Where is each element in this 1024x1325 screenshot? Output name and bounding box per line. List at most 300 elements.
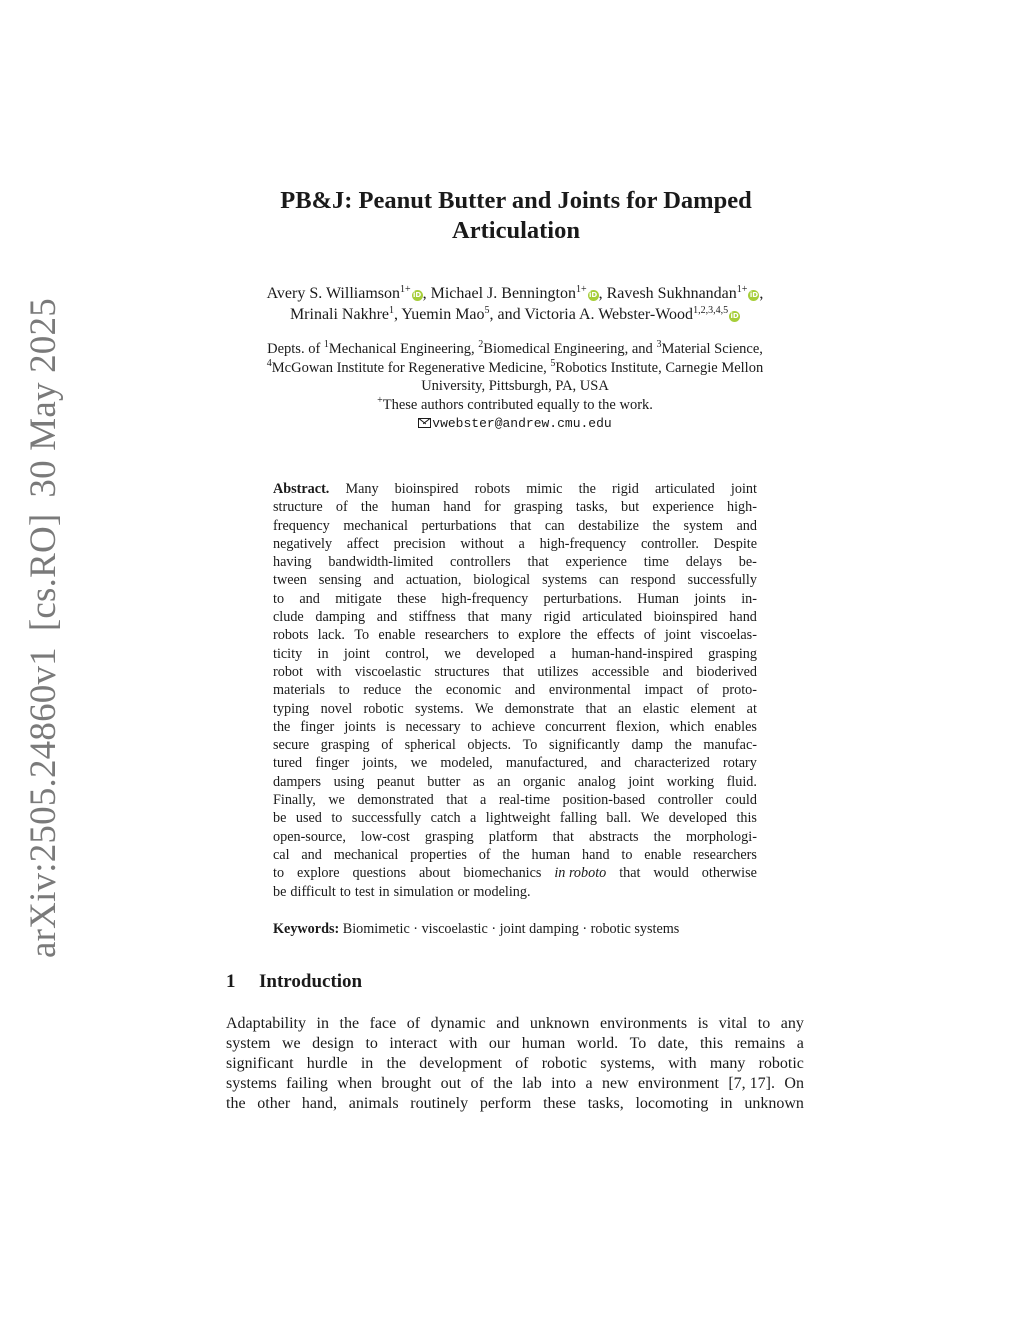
abstract-word: the — [570, 627, 588, 644]
abstract-word: tween — [273, 572, 307, 589]
intro-word: hurdle — [306, 1055, 348, 1072]
abstract-word: joints — [694, 590, 726, 607]
abstract-word: Many — [345, 481, 379, 497]
abstract-word: or — [457, 883, 470, 900]
abstract-word: spherical — [404, 737, 456, 754]
affiliation-text: Biomedical Engineering, and — [483, 341, 657, 357]
author-separator: , — [489, 306, 494, 323]
abstract-word: accessible — [591, 663, 650, 680]
author-line-2 — [200, 304, 830, 325]
affil-sup: 1 — [323, 339, 329, 350]
abstract-word: utilizes — [537, 663, 579, 680]
abstract-line — [273, 773, 757, 791]
title-line-2: Articulation — [452, 217, 580, 244]
abstract-word: researchers — [693, 846, 757, 863]
abstract-word: to — [470, 718, 482, 735]
abstract-line — [273, 517, 757, 535]
abstract-word: falling — [559, 810, 597, 827]
abstract-word: morphologi- — [685, 828, 757, 845]
abstract-word: articulated — [654, 481, 715, 497]
abstract-word: enable — [644, 846, 682, 863]
abstract-word: materials — [273, 682, 325, 699]
intro-word: other — [257, 1095, 291, 1112]
intro-word: of — [406, 1015, 421, 1032]
equal-contribution-note — [200, 396, 830, 415]
affiliation-text: Depts. of — [267, 341, 324, 357]
intro-word: unknown — [744, 1095, 804, 1112]
abstract-word: the — [414, 682, 433, 699]
abstract-word: difficult — [290, 883, 336, 900]
abstract-word: test — [354, 883, 375, 900]
abstract-word: objects. — [467, 737, 512, 754]
abstract-word: joint — [343, 645, 370, 662]
abstract-line — [273, 718, 757, 736]
abstract-word: human-hand-inspired — [571, 645, 693, 662]
abstract-line — [273, 626, 757, 644]
author-conjunction: and — [497, 306, 521, 323]
intro-word: the — [339, 1015, 360, 1032]
abstract-word: robotic — [363, 700, 404, 717]
abstract-word: joint — [730, 481, 757, 497]
intro-word: in — [316, 1015, 329, 1032]
abstract-word: articulated — [582, 609, 643, 626]
abstract-word: Despite — [713, 535, 757, 552]
abstract-word: control, — [385, 645, 429, 662]
abstract-word: viscoelas- — [700, 627, 757, 644]
intro-word[interactable]: [7, 17]. — [728, 1075, 775, 1092]
intro-word: when — [337, 1075, 372, 1092]
abstract-word: reduce — [363, 682, 402, 699]
abstract-word: dampers — [273, 773, 322, 790]
introduction-body — [226, 1014, 804, 1114]
abstract-word: a — [518, 535, 525, 552]
abstract-line — [273, 571, 757, 589]
affil-sup: 5 — [550, 357, 556, 369]
abstract-word: and — [662, 663, 684, 680]
abstract-word: of — [696, 682, 709, 699]
orcid-icon[interactable]: iD — [413, 291, 422, 299]
abstract-word: concurrent — [545, 718, 606, 735]
abstract-word: tured — [273, 755, 303, 772]
abstract-word: questions — [352, 865, 407, 882]
affiliation-text: Mechanical Engineering, — [328, 341, 479, 357]
abstract-word: the — [653, 828, 671, 845]
abstract-word: fluid. — [726, 773, 757, 790]
abstract-word: tasks, — [575, 499, 608, 516]
abstract-word: about — [418, 865, 451, 882]
intro-line — [226, 1014, 804, 1034]
intro-word: new — [601, 1075, 629, 1092]
abstract-word: high-frequency — [539, 535, 627, 552]
affil-sup: 4 — [266, 357, 272, 369]
intro-word: environment — [638, 1075, 719, 1092]
abstract-word: an — [618, 700, 632, 717]
abstract-word: rigid — [543, 609, 571, 626]
intro-word: design — [312, 1035, 354, 1052]
abstract-word: controllers — [450, 554, 511, 571]
keywords-list — [343, 921, 680, 937]
intro-word: failing — [286, 1075, 328, 1092]
abstract-word: hand — [729, 609, 757, 626]
abstract-word: sensing — [318, 572, 362, 589]
abstract-word: and — [376, 609, 398, 626]
abstract-word: enables — [714, 718, 757, 735]
abstract-word: that — [502, 663, 525, 680]
abstract-word: systems. — [415, 700, 464, 717]
abstract-word: grasping — [513, 499, 563, 516]
abstract-word: destabilize — [578, 517, 639, 534]
orcid-icon[interactable]: iD — [730, 312, 739, 320]
abstract-word: to — [497, 627, 509, 644]
intro-word: environments — [599, 1015, 688, 1032]
section-heading — [226, 971, 362, 993]
abstract-word: and — [299, 590, 320, 607]
intro-word: hand, — [301, 1095, 338, 1112]
abstract-word: peanut — [376, 773, 415, 790]
abstract-word: hand — [443, 499, 471, 516]
intro-word: vital — [718, 1015, 748, 1032]
abstract-line — [273, 736, 757, 754]
abstract-word: joints, — [362, 755, 398, 772]
abstract-word: biological — [473, 572, 531, 589]
abstract-word: of — [643, 627, 656, 644]
abstract-word: manufactured, — [505, 755, 588, 772]
abstract-word: high- — [726, 499, 757, 516]
abstract-word: delays — [685, 554, 722, 571]
author-affil-sup: 1,2,3,4,5 — [693, 305, 729, 316]
abstract-word: this — [736, 810, 757, 827]
abstract-word: significantly — [548, 737, 620, 754]
author-name: Michael J. Bennington — [430, 285, 576, 302]
abstract-word: ticity — [273, 645, 303, 662]
intro-word: into — [551, 1075, 577, 1092]
abstract-word: that — [527, 554, 549, 571]
author-line-1 — [200, 283, 830, 304]
abstract-word: biomechanics — [463, 865, 542, 882]
contact-email[interactable]: vwebster@andrew.cmu.edu — [432, 416, 612, 431]
author-list — [200, 283, 830, 325]
abstract-word: joint — [664, 627, 691, 644]
abstract-word: researchers — [424, 627, 489, 644]
abstract-word: a — [480, 792, 487, 809]
intro-line — [226, 1074, 804, 1094]
abstract-line — [273, 681, 757, 699]
abstract-word: mechanical — [333, 846, 399, 863]
abstract-word: the — [578, 481, 596, 497]
abstract-word: robots — [474, 481, 511, 497]
intro-word: this — [699, 1035, 724, 1052]
intro-word: Adaptability — [226, 1015, 306, 1032]
abstract-word: which — [669, 718, 705, 735]
abstract-word: To — [522, 737, 538, 754]
intro-word: a — [796, 1035, 804, 1052]
intro-word: and — [496, 1015, 520, 1032]
abstract-word: developed — [668, 810, 727, 827]
intro-word: many — [709, 1055, 746, 1072]
equal-sup: + — [377, 394, 383, 406]
abstract-word: that — [619, 865, 641, 882]
abstract-word: at — [746, 700, 757, 717]
abstract-word: having — [273, 554, 312, 571]
keyword: Biomimetic — [342, 921, 410, 937]
abstract-word: mitigate — [335, 590, 382, 607]
abstract-word: platform — [488, 828, 538, 845]
intro-word: date, — [657, 1035, 689, 1052]
author-separator: , — [598, 285, 603, 302]
abstract-word: proto- — [722, 682, 757, 699]
abstract-line — [273, 608, 757, 626]
abstract-word: grasping — [708, 645, 757, 662]
abstract-word: elastic — [642, 700, 680, 717]
keywords-label: Keywords: — [273, 921, 340, 937]
abstract-word: bandwidth-limited — [328, 554, 434, 571]
author-separator: , — [394, 306, 399, 323]
affiliation-line-2 — [200, 359, 830, 378]
abstract-word: explore — [296, 865, 340, 882]
abstract-line — [273, 663, 757, 681]
abstract-word: abstracts — [588, 828, 639, 845]
abstract-word: experience — [565, 554, 627, 571]
author-affil-sup: 1+ — [575, 284, 587, 295]
abstract-word: and — [514, 682, 536, 699]
abstract-word: to — [339, 883, 351, 900]
intro-word: On — [784, 1075, 804, 1092]
abstract-word: To — [354, 627, 370, 644]
intro-line — [226, 1054, 804, 1074]
abstract-word: impact — [644, 682, 684, 699]
affil-sup: 3 — [656, 339, 662, 350]
intro-word: development — [419, 1055, 502, 1072]
abstract-word: explore — [518, 627, 561, 644]
abstract-word: to — [621, 846, 633, 863]
abstract-word: secure — [273, 737, 310, 754]
abstract-word: modeling. — [473, 883, 531, 900]
abstract-word: stiffness — [408, 609, 456, 626]
abstract-word: simulation — [393, 883, 454, 900]
abstract-word: would — [653, 865, 689, 882]
abstract-word: using — [333, 773, 365, 790]
abstract-line — [273, 828, 757, 846]
abstract-line — [273, 535, 757, 553]
abstract-word: cal — [273, 846, 290, 863]
abstract-word: time — [643, 554, 669, 571]
abstract-line — [273, 754, 757, 772]
abstract-line — [273, 791, 757, 809]
abstract-line — [273, 846, 757, 864]
abstract-word: affect — [346, 535, 379, 552]
abstract-word: that — [446, 792, 468, 809]
affiliation-text: Material Science, — [661, 341, 763, 357]
abstract-word: can — [599, 572, 619, 589]
abstract-word: is — [385, 718, 396, 735]
intro-word: with — [668, 1055, 697, 1072]
abstract-word: a — [470, 810, 477, 827]
abstract-word: many — [500, 609, 533, 626]
abstract-word: hand — [581, 846, 610, 863]
intro-word: the — [226, 1095, 246, 1112]
intro-word: out — [440, 1075, 462, 1092]
abstract-word: grasping — [320, 737, 370, 754]
abstract-word: of — [381, 737, 394, 754]
affiliation-line-3: University, Pittsburgh, PA, USA — [421, 378, 609, 394]
intro-word: robotic — [541, 1055, 588, 1072]
abstract-word: structure — [273, 499, 323, 516]
abstract-word: joints — [344, 718, 376, 735]
abstract-word: novel — [320, 700, 353, 717]
intro-word: perform — [479, 1095, 532, 1112]
abstract-word: bioderived — [696, 663, 757, 680]
abstract-word: flexion, — [615, 718, 660, 735]
abstract-word: grasping — [424, 828, 474, 845]
arxiv-category: [cs.RO] — [23, 513, 64, 632]
abstract-word: with — [316, 663, 342, 680]
intro-word: human — [521, 1035, 566, 1052]
abstract-word: without — [460, 535, 504, 552]
abstract-line — [273, 553, 757, 571]
affiliation-line-1 — [200, 340, 830, 359]
abstract-word: economic — [445, 682, 502, 699]
abstract-word: the — [360, 499, 379, 516]
intro-word: robotic — [758, 1055, 804, 1072]
abstract-line — [273, 645, 757, 663]
affiliations — [200, 340, 830, 434]
abstract-word: these — [397, 590, 427, 607]
abstract-word: to — [273, 865, 285, 882]
intro-word: animals — [348, 1095, 399, 1112]
author-separator: , — [759, 285, 764, 302]
abstract-word: achieve — [491, 718, 536, 735]
arxiv-identifier-stamp — [22, 282, 65, 958]
abstract-word: organic — [523, 773, 566, 790]
equal-note-text: These authors contributed equally to the work. — [382, 396, 653, 413]
abstract-word: of — [478, 846, 491, 863]
abstract-word: that — [467, 609, 489, 626]
abstract-word: finger — [315, 755, 350, 772]
abstract-word: we — [328, 792, 345, 809]
intro-word: with — [448, 1035, 478, 1052]
intro-word: system — [226, 1035, 271, 1052]
intro-word: interact — [389, 1035, 438, 1052]
abstract-word: controller. — [640, 535, 699, 552]
intro-word: dynamic — [430, 1015, 486, 1032]
intro-word: we — [281, 1035, 301, 1052]
abstract-word: system — [683, 517, 723, 534]
orcid-icon[interactable]: iD — [588, 291, 598, 299]
intro-word: our — [488, 1035, 511, 1052]
abstract-word: butter — [427, 773, 461, 790]
abstract-word: and — [736, 517, 757, 534]
abstract-word: experience — [652, 499, 714, 516]
abstract-word: used — [295, 810, 322, 827]
abstract-word: successfully — [687, 572, 757, 589]
intro-word: systems, — [600, 1055, 655, 1072]
abstract-line — [273, 864, 757, 882]
intro-word: locomoting — [635, 1095, 709, 1112]
abstract-word: be- — [738, 554, 757, 571]
intro-word: world. — [576, 1035, 619, 1052]
abstract-word: in — [378, 883, 390, 900]
author-name: Mrinali Nakhre — [289, 306, 390, 323]
abstract-word: environmental — [548, 682, 631, 699]
abstract-line — [273, 480, 757, 498]
author-name: Ravesh Sukhnandan — [606, 285, 737, 302]
abstract-word: otherwise — [701, 865, 757, 882]
abstract-word: negatively — [273, 535, 333, 552]
envelope-icon — [418, 418, 431, 428]
arxiv-id: arXiv:2505.24860v1 — [23, 647, 64, 958]
intro-word: routinely — [410, 1095, 469, 1112]
abstract-block — [273, 480, 757, 901]
abstract-word: perturbations — [421, 517, 497, 534]
abstract-word: position-based — [562, 792, 646, 809]
affil-sup: 2 — [478, 339, 484, 350]
abstract-word: element — [690, 700, 736, 717]
abstract-word: demonstrate — [504, 700, 575, 717]
abstract-word: effects — [596, 627, 635, 644]
affiliation-text: Robotics Institute, Carnegie Mellon — [555, 359, 764, 376]
intro-word: tasks, — [587, 1095, 624, 1112]
abstract-line — [273, 700, 757, 718]
abstract-word: as — [472, 773, 485, 790]
affiliation-text: McGowan Institute for Regenerative Medicine, — [271, 359, 551, 376]
abstract-word: we — [410, 755, 428, 772]
abstract-word: controller — [657, 792, 713, 809]
intro-word: is — [697, 1015, 709, 1032]
abstract-word: be — [273, 810, 287, 827]
arxiv-date: 30 May 2025 — [23, 298, 64, 498]
abstract-word: lightweight — [485, 810, 551, 827]
abstract-word: necessary — [405, 718, 461, 735]
abstract-line — [273, 498, 757, 516]
intro-word: brought — [381, 1075, 432, 1092]
abstract-word: demonstrated — [357, 792, 434, 809]
abstract-word: and — [373, 572, 394, 589]
keyword-separator: · — [578, 921, 591, 937]
section-number: 1 — [226, 971, 236, 992]
abstract-word: mimic — [526, 481, 563, 497]
abstract-word: bioinspired — [394, 481, 459, 497]
abstract-word: We — [640, 810, 660, 827]
abstract-word: the — [502, 846, 520, 863]
abstract-word: that — [585, 700, 607, 717]
abstract-word: joint — [628, 773, 655, 790]
abstract-label: Abstract. — [273, 481, 330, 497]
intro-word: systems — [226, 1075, 277, 1092]
abstract-word: high-frequency — [441, 590, 529, 607]
abstract-word: in — [317, 645, 329, 662]
abstract-word: working — [666, 773, 715, 790]
intro-line — [226, 1034, 804, 1054]
author-name: Victoria A. Webster-Wood — [524, 306, 694, 323]
intro-word: to — [757, 1015, 771, 1032]
author-name: Yuemin Mao — [401, 306, 485, 323]
abstract-word: characterized — [634, 755, 710, 772]
orcid-icon[interactable]: iD — [749, 291, 759, 299]
title-line-1: PB&J: Peanut Butter and Joints for Damped — [280, 187, 752, 214]
abstract-word: for — [484, 499, 501, 516]
abstract-line — [273, 590, 757, 608]
intro-word: remains — [734, 1035, 786, 1052]
abstract-word: the — [652, 517, 670, 534]
abstract-word: damping — [315, 609, 366, 626]
intro-word: significant — [226, 1055, 294, 1072]
intro-word: To — [629, 1035, 647, 1052]
abstract-word: bioinspired — [653, 609, 718, 626]
abstract-word: rotary — [723, 755, 757, 772]
abstract-word: robot — [273, 663, 303, 680]
abstract-word: finger — [300, 718, 335, 735]
abstract-word: respond — [630, 572, 676, 589]
